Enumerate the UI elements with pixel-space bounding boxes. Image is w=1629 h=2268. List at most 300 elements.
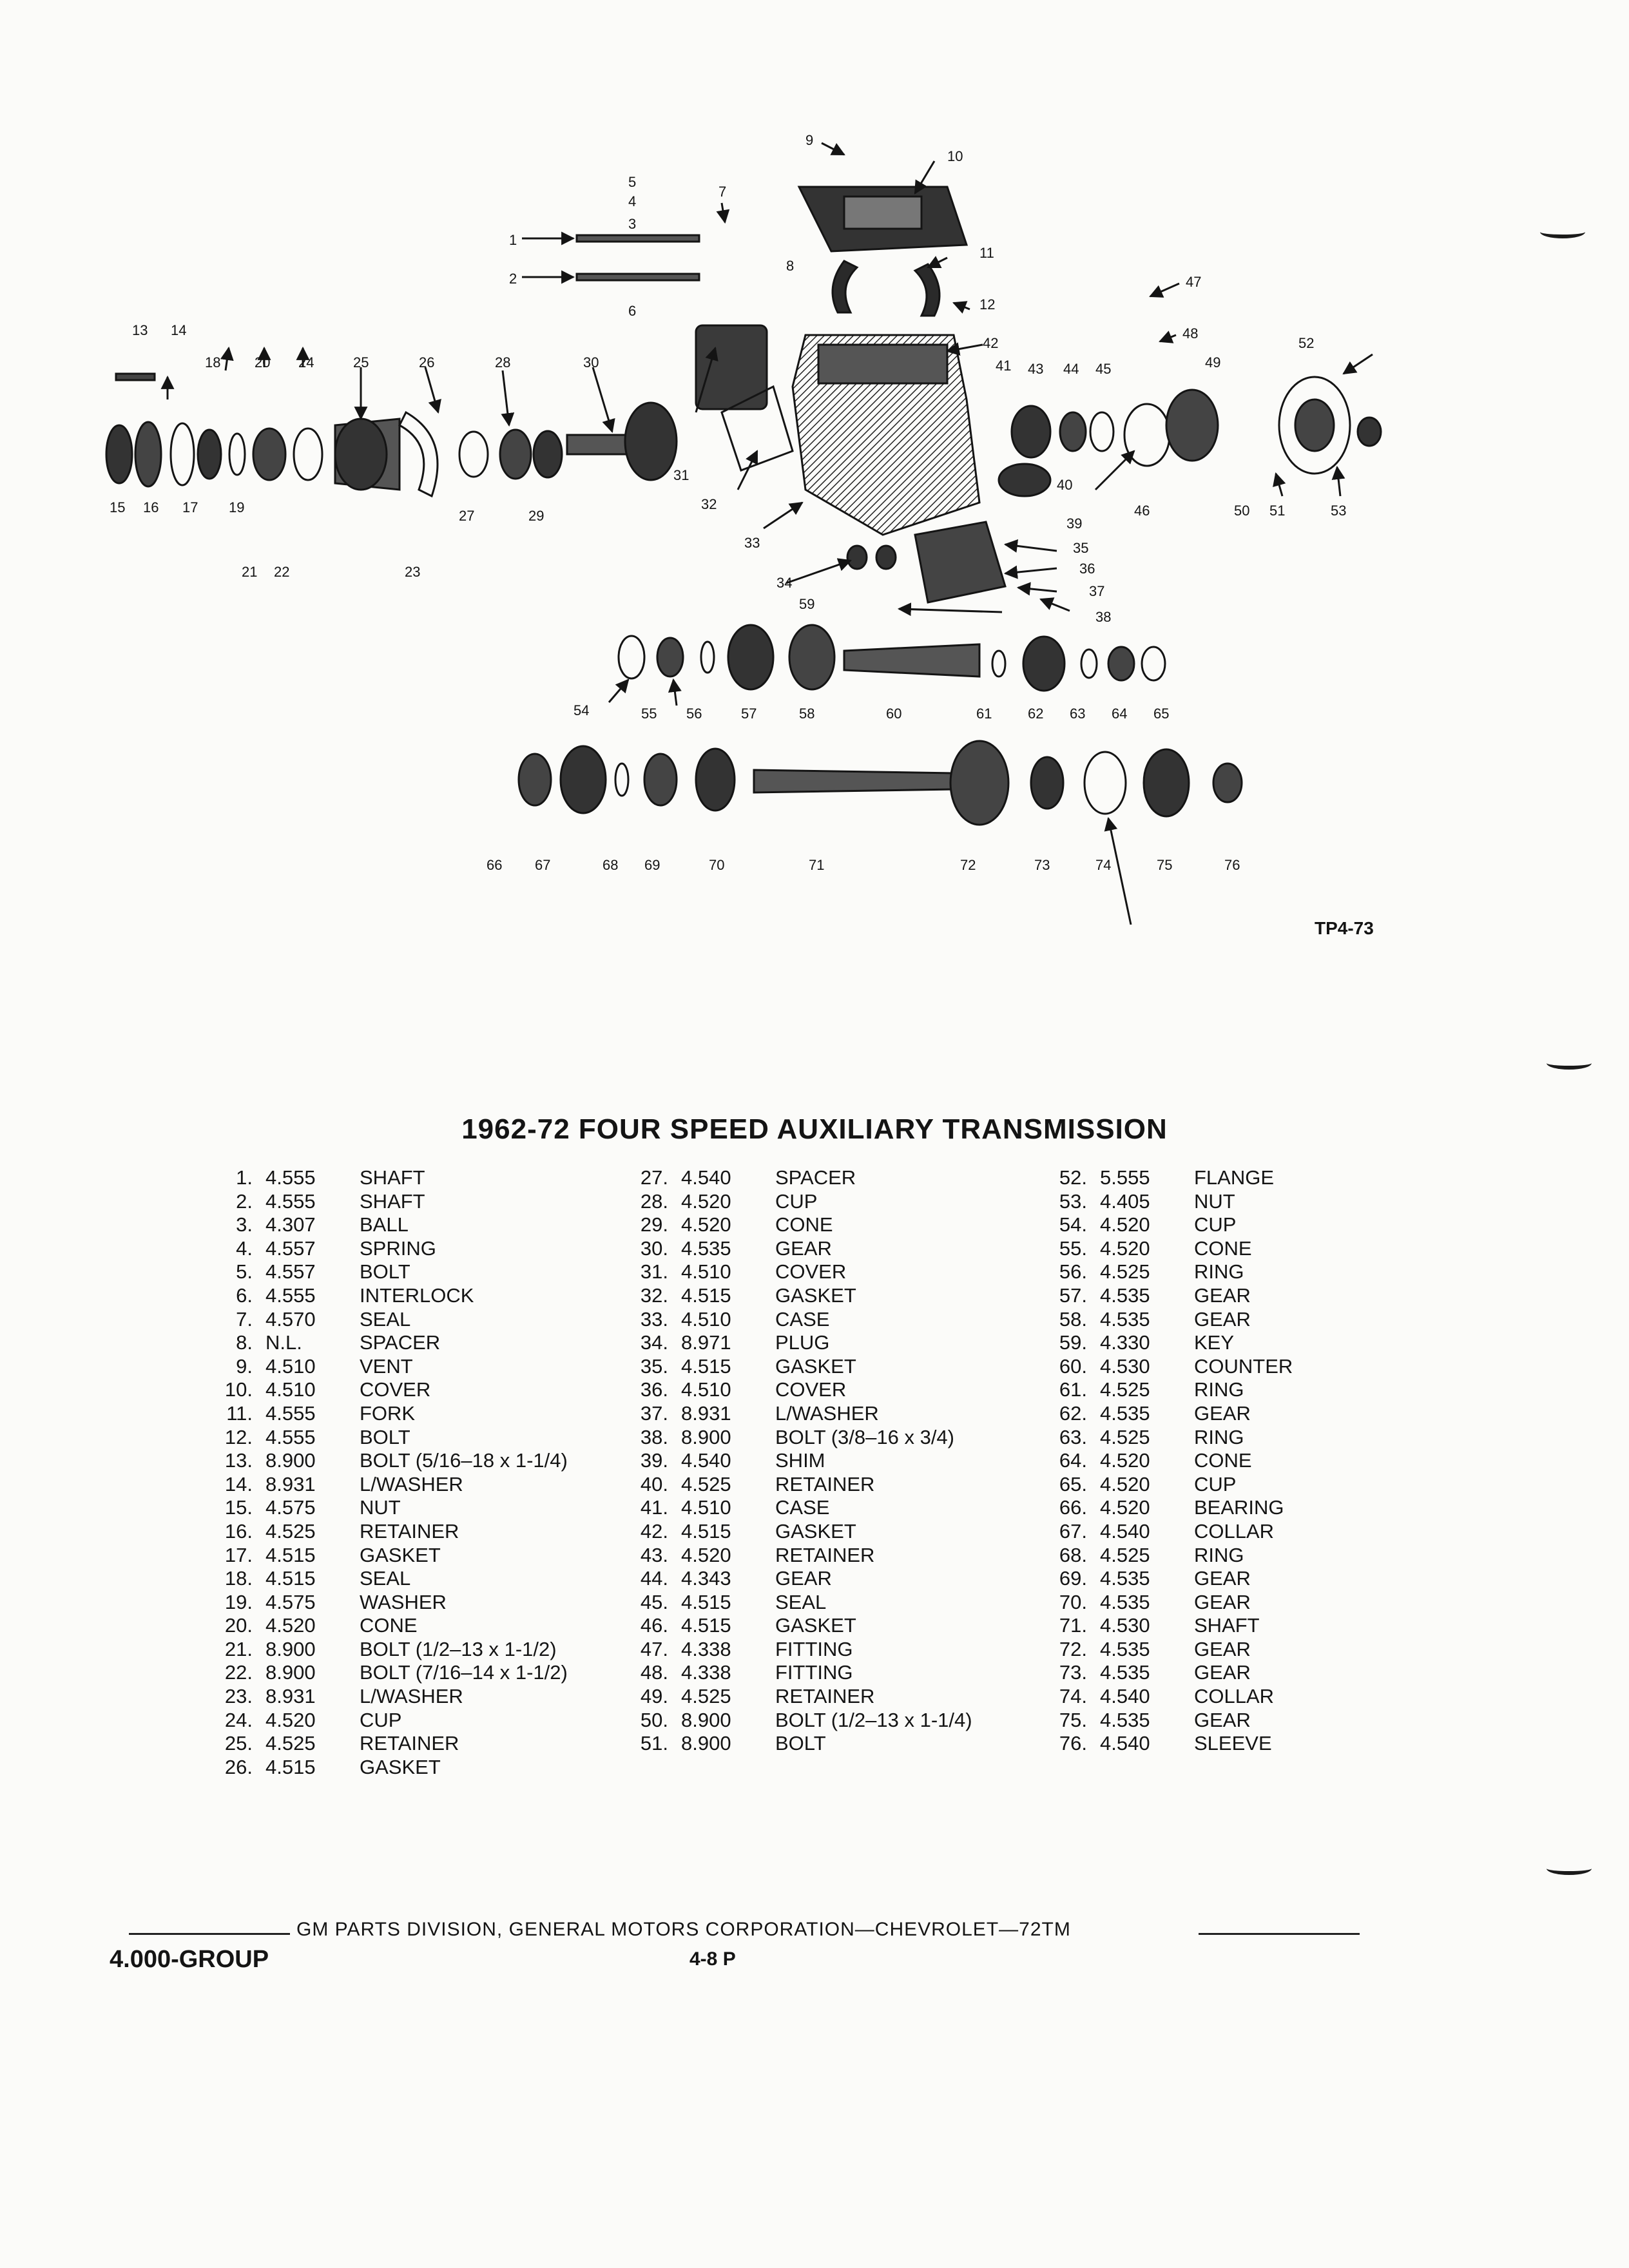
part-group: 4.535 [1100,1637,1150,1660]
part-group: N.L. [265,1331,302,1354]
part-group: 4.520 [681,1213,731,1236]
callout-75: 75 [1157,857,1173,873]
callout-42: 42 [983,335,999,351]
part-number: 39. [640,1449,668,1472]
part-group: 4.338 [681,1661,731,1684]
part-group: 4.540 [1100,1519,1150,1542]
part-group: 4.510 [681,1260,731,1283]
part-group: 4.515 [681,1519,731,1542]
part-number: 50. [640,1708,668,1731]
callout-60: 60 [886,706,902,722]
part-group: 4.510 [265,1378,316,1401]
part-name: BOLT [360,1425,410,1448]
scan-mark [1547,1057,1592,1070]
part-group: 4.535 [1100,1283,1150,1307]
part-group: 8.971 [681,1331,731,1354]
part-name: RETAINER [775,1685,875,1708]
part-group: 4.575 [265,1590,316,1613]
callout-44: 44 [1063,361,1079,377]
group-label: 4.000-GROUP [110,1946,269,1973]
callout-33: 33 [744,535,760,551]
callout-8: 8 [786,258,795,274]
part-number: 29. [640,1213,668,1236]
part-name: SPACER [775,1166,856,1189]
callout-15: 15 [110,499,126,515]
callout-6: 6 [628,303,637,319]
part-name: CUP [1194,1472,1237,1495]
part-number: 24. [224,1708,253,1731]
exploded-parts-diagram [0,0,1629,941]
part-name: RING [1194,1378,1244,1401]
part-name: SHAFT [360,1189,425,1213]
callout-4: 4 [628,193,637,209]
part-number: 2. [236,1189,253,1213]
part-number: 26. [224,1755,253,1778]
part-name: L/WASHER [360,1685,463,1708]
part-name: L/WASHER [360,1472,463,1495]
part-name: INTERLOCK [360,1283,474,1307]
callout-25: 25 [353,354,369,370]
callout-39: 39 [1066,515,1083,532]
part-number: 8. [236,1331,253,1354]
part-group: 4.540 [1100,1732,1150,1755]
callout-45: 45 [1095,361,1112,377]
part-name: WASHER [360,1590,447,1613]
part-name: RETAINER [775,1543,875,1566]
part-name: GASKET [775,1354,856,1378]
part-name: SEAL [360,1567,411,1590]
part-group: 4.540 [681,1166,731,1189]
part-group: 4.510 [681,1307,731,1331]
callout-9: 9 [805,132,814,148]
part-group: 4.515 [681,1354,731,1378]
callout-52: 52 [1298,335,1315,351]
callout-27: 27 [459,508,475,524]
part-number: 53. [1059,1189,1087,1213]
part-number: 47. [640,1637,668,1660]
part-number: 1. [236,1166,253,1189]
part-group: 4.525 [1100,1425,1150,1448]
part-group: 4.540 [681,1449,731,1472]
part-group: 4.535 [1100,1567,1150,1590]
part-number: 38. [640,1425,668,1448]
part-group: 4.515 [265,1543,316,1566]
part-group: 8.900 [265,1637,316,1660]
part-number: 10. [224,1378,253,1401]
part-group: 4.555 [265,1425,316,1448]
footer-text: GM PARTS DIVISION, GENERAL MOTORS CORPORATION—CHEVROLET—72TM [296,1919,1071,1940]
callout-74: 74 [1095,857,1112,873]
part-name: COUNTER [1194,1354,1293,1378]
part-group: 4.520 [1100,1236,1150,1260]
part-number: 69. [1059,1567,1087,1590]
part-name: CUP [775,1189,818,1213]
part-name: CONE [360,1614,418,1637]
part-number: 49. [640,1685,668,1708]
callout-53: 53 [1331,503,1347,519]
callout-1: 1 [509,232,517,248]
part-number: 46. [640,1614,668,1637]
part-name: NUT [360,1496,401,1519]
part-group: 4.525 [1100,1260,1150,1283]
part-group: 4.555 [265,1401,316,1425]
callout-36: 36 [1079,561,1095,577]
callout-30: 30 [583,354,599,370]
part-name: CASE [775,1496,830,1519]
scan-mark [1540,226,1585,238]
part-group: 4.307 [265,1213,316,1236]
part-number: 68. [1059,1543,1087,1566]
part-group: 4.535 [1100,1307,1150,1331]
part-group: 4.557 [265,1236,316,1260]
callout-70: 70 [709,857,725,873]
part-group: 4.570 [265,1307,316,1331]
part-number: 67. [1059,1519,1087,1542]
part-name: FLANGE [1194,1166,1275,1189]
part-name: GASKET [775,1519,856,1542]
part-name: GEAR [1194,1401,1251,1425]
part-group: 4.555 [265,1189,316,1213]
part-group: 8.931 [265,1472,316,1495]
part-name: GASKET [775,1283,856,1307]
part-number: 61. [1059,1378,1087,1401]
part-name: GEAR [775,1567,832,1590]
part-number: 45. [640,1590,668,1613]
part-group: 4.515 [681,1590,731,1613]
part-number: 16. [224,1519,253,1542]
part-name: CONE [775,1213,833,1236]
part-group: 4.520 [681,1543,731,1566]
part-group: 8.900 [681,1708,731,1731]
part-number: 20. [224,1614,253,1637]
part-group: 4.525 [265,1519,316,1542]
part-name: BOLT (3/8–16 x 3/4) [775,1425,955,1448]
part-group: 4.520 [1100,1449,1150,1472]
part-name: SPRING [360,1236,436,1260]
part-name: COLLAR [1194,1685,1275,1708]
callout-14: 14 [171,322,187,338]
part-group: 4.515 [265,1567,316,1590]
part-group: 4.555 [265,1166,316,1189]
part-name: BEARING [1194,1496,1284,1519]
callout-67: 67 [535,857,551,873]
part-name: SPACER [360,1331,441,1354]
part-name: COVER [775,1260,847,1283]
callout-32: 32 [701,496,717,512]
part-group: 4.343 [681,1567,731,1590]
part-number: 21. [224,1637,253,1660]
part-number: 63. [1059,1425,1087,1448]
part-number: 37. [640,1401,668,1425]
part-group: 4.557 [265,1260,316,1283]
part-name: FITTING [775,1661,853,1684]
part-number: 19. [224,1590,253,1613]
part-group: 4.535 [681,1236,731,1260]
callout-11: 11 [979,245,994,261]
part-group: 4.510 [681,1378,731,1401]
part-group: 4.525 [1100,1378,1150,1401]
callout-24: 24 [298,354,314,370]
callout-26: 26 [419,354,435,370]
part-name: COVER [775,1378,847,1401]
part-name: CUP [360,1708,402,1731]
part-name: GEAR [775,1236,832,1260]
callout-3: 3 [628,216,637,232]
callout-50: 50 [1234,503,1250,519]
callout-28: 28 [495,354,511,370]
part-group: 4.338 [681,1637,731,1660]
callout-43: 43 [1028,361,1044,377]
figure-id: TP4-73 [1315,918,1374,938]
part-number: 60. [1059,1354,1087,1378]
part-name: RETAINER [360,1732,459,1755]
callout-56: 56 [686,706,702,722]
part-group: 4.535 [1100,1590,1150,1613]
callout-47: 47 [1186,274,1202,290]
part-number: 5. [236,1260,253,1283]
callout-51: 51 [1269,503,1286,519]
part-group: 4.405 [1100,1189,1150,1213]
part-number: 6. [236,1283,253,1307]
part-number: 70. [1059,1590,1087,1613]
part-name: GEAR [1194,1567,1251,1590]
part-name: BOLT (7/16–14 x 1-1/2) [360,1661,568,1684]
part-name: GASKET [360,1543,441,1566]
part-number: 33. [640,1307,668,1331]
callout-2: 2 [509,271,517,287]
scan-mark [1547,1862,1592,1875]
part-number: 17. [224,1543,253,1566]
part-name: RETAINER [360,1519,459,1542]
callout-21: 21 [242,564,258,580]
part-name: KEY [1194,1331,1235,1354]
callout-23: 23 [405,564,421,580]
callout-72: 72 [960,857,976,873]
part-number: 42. [640,1519,668,1542]
callout-58: 58 [799,706,815,722]
part-number: 57. [1059,1283,1087,1307]
part-group: 8.900 [265,1449,316,1472]
callout-16: 16 [143,499,159,515]
part-number: 59. [1059,1331,1087,1354]
part-number: 25. [224,1732,253,1755]
part-name: BALL [360,1213,409,1236]
part-number: 14. [224,1472,253,1495]
part-number: 56. [1059,1260,1087,1283]
callout-71: 71 [809,857,825,873]
part-group: 4.525 [265,1732,316,1755]
part-number: 9. [236,1354,253,1378]
part-number: 48. [640,1661,668,1684]
part-group: 4.520 [1100,1213,1150,1236]
part-number: 31. [640,1260,668,1283]
footer-rule-right [1199,1933,1360,1935]
part-name: GASKET [360,1755,441,1778]
part-number: 28. [640,1189,668,1213]
part-number: 36. [640,1378,668,1401]
callout-73: 73 [1034,857,1050,873]
part-number: 43. [640,1543,668,1566]
part-group: 4.515 [681,1614,731,1637]
part-group: 4.530 [1100,1354,1150,1378]
part-group: 4.520 [681,1189,731,1213]
part-name: GASKET [775,1614,856,1637]
leader-lines [168,143,1373,925]
part-number: 34. [640,1331,668,1354]
part-name: PLUG [775,1331,830,1354]
part-number: 66. [1059,1496,1087,1519]
part-group: 4.520 [1100,1472,1150,1495]
part-number: 64. [1059,1449,1087,1472]
callout-35: 35 [1073,540,1089,556]
part-group: 8.931 [681,1401,731,1425]
part-number: 40. [640,1472,668,1495]
callout-17: 17 [182,499,198,515]
part-name: GEAR [1194,1637,1251,1660]
part-group: 8.931 [265,1685,316,1708]
part-number: 32. [640,1283,668,1307]
callout-5: 5 [628,174,637,190]
part-name: GEAR [1194,1661,1251,1684]
callout-66: 66 [487,857,503,873]
part-name: BOLT (5/16–18 x 1-1/4) [360,1449,568,1472]
part-group: 4.515 [265,1755,316,1778]
part-name: RING [1194,1543,1244,1566]
part-group: 8.900 [681,1425,731,1448]
part-name: RING [1194,1260,1244,1283]
part-group: 8.900 [265,1661,316,1684]
part-group: 4.520 [265,1708,316,1731]
callout-38: 38 [1095,609,1112,625]
part-name: BOLT [360,1260,410,1283]
part-number: 62. [1059,1401,1087,1425]
part-name: CONE [1194,1449,1252,1472]
callout-12: 12 [979,296,996,312]
callout-57: 57 [741,706,757,722]
part-group: 4.520 [1100,1496,1150,1519]
callout-68: 68 [602,857,619,873]
part-number: 7. [236,1307,253,1331]
part-name: SHAFT [360,1166,425,1189]
part-number: 22. [224,1661,253,1684]
part-number: 51. [640,1732,668,1755]
callout-7: 7 [718,184,727,200]
part-number: 71. [1059,1614,1087,1637]
part-name: NUT [1194,1189,1235,1213]
part-group: 4.525 [681,1472,731,1495]
part-number: 11. [226,1401,253,1425]
callout-31: 31 [673,467,689,483]
callout-10: 10 [947,148,963,164]
part-name: L/WASHER [775,1401,879,1425]
callout-29: 29 [528,508,545,524]
part-number: 27. [640,1166,668,1189]
callout-64: 64 [1112,706,1128,722]
part-group: 4.575 [265,1496,316,1519]
part-number: 41. [640,1496,668,1519]
callout-55: 55 [641,706,657,722]
part-number: 18. [224,1567,253,1590]
part-number: 52. [1059,1166,1087,1189]
part-group: 8.900 [681,1732,731,1755]
part-number: 4. [236,1236,253,1260]
part-name: BOLT (1/2–13 x 1-1/2) [360,1637,557,1660]
callout-18: 18 [205,354,221,370]
part-number: 65. [1059,1472,1087,1495]
part-number: 73. [1059,1661,1087,1684]
callout-62: 62 [1028,706,1044,722]
part-number: 76. [1059,1732,1087,1755]
part-number: 35. [640,1354,668,1378]
part-name: COLLAR [1194,1519,1275,1542]
part-name: FITTING [775,1637,853,1660]
callout-13: 13 [132,322,148,338]
part-number: 74. [1059,1685,1087,1708]
callout-46: 46 [1134,503,1150,519]
part-name: SHIM [775,1449,825,1472]
callout-41: 41 [996,358,1012,374]
part-name: SEAL [775,1590,827,1613]
part-name: GEAR [1194,1283,1251,1307]
callout-20: 20 [255,354,271,370]
callout-63: 63 [1070,706,1086,722]
part-group: 5.555 [1100,1166,1150,1189]
part-group: 4.510 [265,1354,316,1378]
part-group: 4.535 [1100,1401,1150,1425]
part-group: 4.540 [1100,1685,1150,1708]
part-name: FORK [360,1401,416,1425]
part-group: 4.515 [681,1283,731,1307]
part-name: BOLT [775,1732,826,1755]
callout-40: 40 [1057,477,1073,493]
part-name: SEAL [360,1307,411,1331]
part-name: SLEEVE [1194,1732,1272,1755]
part-name: GEAR [1194,1590,1251,1613]
part-group: 4.530 [1100,1614,1150,1637]
part-group: 4.330 [1100,1331,1150,1354]
part-name: CUP [1194,1213,1237,1236]
callout-22: 22 [274,564,290,580]
page-number: 4-8 P [689,1948,736,1970]
part-group: 4.510 [681,1496,731,1519]
part-number: 54. [1059,1213,1087,1236]
part-name: RING [1194,1425,1244,1448]
part-number: 13. [224,1449,253,1472]
part-name: COVER [360,1378,431,1401]
callout-76: 76 [1224,857,1240,873]
callout-19: 19 [229,499,245,515]
part-name: GEAR [1194,1307,1251,1331]
part-number: 23. [224,1685,253,1708]
part-group: 4.555 [265,1283,316,1307]
part-group: 4.535 [1100,1708,1150,1731]
part-name: SHAFT [1194,1614,1260,1637]
part-number: 72. [1059,1637,1087,1660]
callout-34: 34 [776,575,793,591]
part-number: 75. [1059,1708,1087,1731]
callout-37: 37 [1089,583,1105,599]
part-group: 4.520 [265,1614,316,1637]
callout-48: 48 [1182,325,1199,341]
callout-59: 59 [799,596,815,612]
part-number: 44. [640,1567,668,1590]
part-group: 4.535 [1100,1661,1150,1684]
callout-61: 61 [976,706,992,722]
part-number: 55. [1059,1236,1087,1260]
part-name: CONE [1194,1236,1252,1260]
part-name: BOLT (1/2–13 x 1-1/4) [775,1708,972,1731]
page-title: 1962-72 FOUR SPEED AUXILIARY TRANSMISSION [461,1113,1168,1145]
